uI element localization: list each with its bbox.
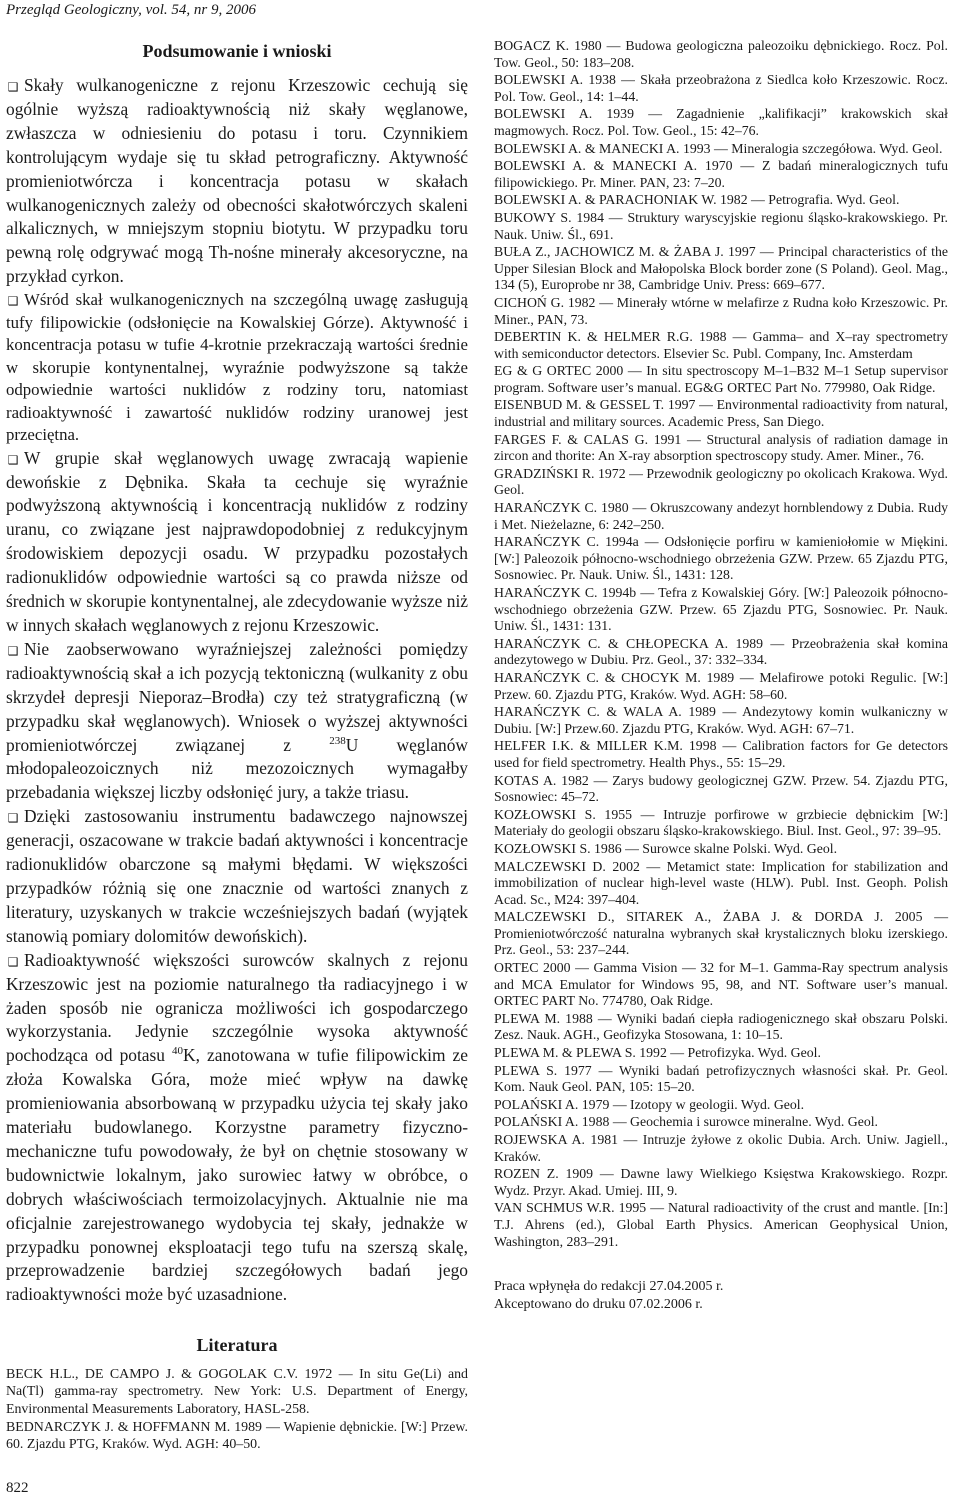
conclusion-paragraph-1: ❑ Skały wulkanogeniczne z rejonu Krzeszowic cechują się ogólnie wyższą radioaktywnością niż skały węglanowe, zwłaszcza w odniesieniu do potasu i toru. Czynnikiem kontrolującym wydaje się tu skład petrograficzny. Aktywność promieniotwórcza i koncentracja potasu w skałach wulkanogenicznych zależy od obecności skałotwórczych skaleni alkalicznych, w mniejszym stopniu biotytu. W przypadku toru pewną rolę odgrywać mogą Th-nośne minerały akcesoryczne, na przykład cyrkon. [6, 75, 468, 287]
references-title: Literatura [196, 1335, 278, 1356]
reference-entry: CICHOŃ G. 1982 — Minerały wtórne w melafirze z Rudna koło Krzeszowic. Pr. Miner., PAN, 73. [494, 294, 948, 327]
reference-entry: ORTEC 2000 — Gamma Vision — 32 for M–1. Gamma-Ray spectrum analysis and MCA Emulator for Windows 95, 98, and NT. Software user’s manual. ORTEC PART No. 774780, Oak Ridge. [494, 960, 948, 1009]
reference-entry: MALCZEWSKI D., SITAREK A., ŻABA J. & DORDA J. 2005 — Promieniotwórczość naturalna wybranych skał krystalicznych bloku izerskiego. Prz. Geol., 53: 237–244. [494, 909, 948, 958]
reference-entry: HARAŃCZYK C. & WALA A. 1989 — Andezytowy komin wulkaniczny w Dubiu. [W:] Przew.60. Zjazdu PTG, Kraków. Wyd. AGH: 67–71. [494, 704, 948, 736]
checkbox-bullet-icon: ❑ [7, 954, 19, 969]
reference-entry: HARAŃCZYK C. 1980 — Okruszcowany andezyt hornblendowy z Dubia. Rudy i Met. Nieżelazne, 6: 242–250. [494, 500, 948, 532]
checkbox-bullet-icon: ❑ [7, 452, 19, 467]
isotope-mass-number: 40 [172, 1045, 184, 1058]
reference-entry: BUŁA Z., JACHOWICZ M. & ŻABA J. 1997 — Principal characteristics of the Upper Silesian Block and Małopolska Block border zone (S Poland). Geol. Mag., 134 (5), Europrobe nr 38, Cambridge Univ. Press: 669–677. [494, 244, 948, 293]
reference-entry: KOZŁOWSKI S. 1986 — Surowce skalne Polski. Wyd. Geol. [494, 840, 838, 856]
isotope-mass-number: 238 [329, 734, 346, 747]
reference-list-right [494, 38, 948, 1250]
right-column [494, 38, 948, 1314]
received-date-line: Akceptowano do druku 07.02.2006 r. [494, 1297, 703, 1313]
conclusion-paragraph-3: ❑ W grupie skał węglanowych uwagę zwracają wapienie dewońskie z Dębnika. Skała ta cechuje się wyraźnie podwyższoną aktywnością i koncentracją nuklidów z rodziny uranu, co związane jest najprawdopodobniej z redukcyjnym środowiskiem depozycji osadu. W przypadku pozostałych radionuklidów odpowiednie wartości są co prawda niższe od średnich w skorupie kontynentalnej, ale zdecydowanie wyższe niż w innych skałach węglanowych z rejonu Krzeszowic. [6, 447, 468, 635]
reference-entry: VAN SCHMUS W.R. 1995 — Natural radioactivity of the crust and mantle. [In:] T.J. Ahrens (ed.), Global Earth Physics. American Geophysical Union, Washington, 283–291. [494, 1200, 948, 1249]
reference-entry: BOLEWSKI A. 1939 — Zagadnienie „kalifikacji” krakowskich skał magmowych. Rocz. Pol. Tow. Geol., 15: 42–76. [494, 106, 948, 138]
reference-entry: KOTAS A. 1982 — Zarys budowy geologicznej GZW. Przew. 54. Zjazdu PTG, Sosnowiec: 45–72. [494, 772, 948, 805]
conclusion-paragraph-5: ❑ Dzięki zastosowaniu instrumentu badawczego najnowszej generacji, oszacowane w trakcie badań aktywności i koncentracje radionuklidów obarczone są małymi błędami. W większości przypadków różnią się one znacznie od wartości znanych z literatury, uzyskanych w trakcie wcześniejszych badań (wyjątek stanowią pomiary dolomitów dewońskich). [6, 806, 468, 946]
reference-entry: HARAŃCZYK C. 1994b — Tefra z Kowalskiej Góry. [W:] Paleozoik północno-wschodniego obrzeżenia GZW. Przew. 65 Zjazdu PTG, Sosnowiec. Pr. Nauk. Uniw. Śl., 1431: 131. [494, 585, 948, 634]
reference-entry: HARAŃCZYK C. & CHOCYK M. 1989 — Melafirowe potoki Regulic. [W:] Przew. 60. Zjazdu PTG, Kraków. Wyd. AGH: 58–60. [494, 669, 948, 702]
section-title: Podsumowanie i wnioski [142, 41, 332, 61]
reference-entry: ROJEWSKA A. 1981 — Intruzje żyłowe z okolic Dubia. Arch. Uniw. Jagiell., Kraków. [494, 1132, 948, 1164]
checkbox-bullet-icon: ❑ [7, 643, 19, 658]
reference-entry: BOLEWSKI A. & PARACHONIAK W. 1982 — Petrografia. Wyd. Geol. [494, 192, 900, 208]
reference-entry: PLEWA M. & PLEWA S. 1992 — Petrofizyka. Wyd. Geol. [494, 1045, 821, 1061]
reference-entry: BUKOWY S. 1984 — Struktury waryscyjskie regionu śląsko-krakowskiego. Pr. Nauk. Uniw. Śl., 691. [494, 209, 948, 242]
page-number: 822 [6, 1480, 29, 1496]
running-head: Przegląd Geologiczny, vol. 54, nr 9, 2006 [6, 2, 256, 18]
reference-entry: GRADZIŃSKI R. 1972 — Przewodnik geologiczny po okolicach Krakowa. Wyd. Geol. [494, 465, 948, 498]
reference-entry: HARAŃCZYK C. 1994a — Odsłonięcie porfiru w kamieniołomie w Miękini. [W:] Paleozoik północno-wschodniego obrzeżenia GZW. Przew. 65 Zjazdu PTG, Sosnowiec. Pr. Nauk. Uniw. Śl., 1431: 128. [494, 534, 948, 583]
conclusion-paragraph-2: ❑ Wśród skał wulkanogenicznych na szczególną uwagę zasługują tufy filipowickie (odsłonięcie na Kowalskiej Górze). Aktywność i koncentracja potasu w tufie 4-krotnie przekraczają wartości średnie w skorupie kontynentalnej, wyraźnie podwyższone są także odpowiednie wartości nuklidów z rodziny toru, natomiast radioaktywność i zawartość nuklidów rodziny uranowej jest przeciętna. [6, 290, 468, 445]
reference-entry: BOLEWSKI A. 1938 — Skała przeobrażona z Siedlca koło Krzeszowic. Rocz. Pol. Tow. Geol., 14: 1–44. [494, 72, 948, 104]
reference-entry: BECK H.L., DE CAMPO J. & GOGOLAK C.V. 1972 — In situ Ge(Li) and Na(Tl) gamma-ray spectrometry. New York: U.S. Department of Energy, Environmental Measurements Laboratory, HASL-258. [6, 1367, 468, 1417]
reference-entry: BOGACZ K. 1980 — Budowa geologiczna paleozoiku dębnickiego. Rocz. Pol. Tow. Geol., 50: 183–208. [494, 38, 948, 70]
reference-entry: PLEWA M. 1988 — Wyniki badań ciepła radiogenicznego skał obszaru Polski. Zesz. Nauk. AGH., Geofizyka Stosowana, 1: 10–15. [494, 1010, 948, 1043]
received-date-line: Praca wpłynęła do redakcji 27.04.2005 r. [494, 1279, 724, 1295]
reference-entry: EG & G ORTEC 2000 — In situ spectroscopy M–1–B32 M–1 Setup supervisor program. Software user’s manual. EG&G ORTEC Part No. 779980, Oak Ridge. [494, 363, 948, 395]
reference-entry: FARGES F. & CALAS G. 1991 — Structural analysis of radiation damage in zircon and thorite: An X-ray absorption spectroscopy study. Amer. Miner., 76. [494, 431, 948, 464]
reference-entry: HELFER I.K. & MILLER K.M. 1998 — Calibration factors for Ge detectors used for field spectrometry. Health Phys., 55: 15–29. [494, 738, 948, 770]
reference-entry: KOZŁOWSKI S. 1955 — Intruzje porfirowe w grzbiecie dębnickim [W:] Materiały do geologii obszaru śląsko-krakowskiego. Biul. Inst. Geol., 97: 39–95. [494, 806, 948, 839]
conclusion-paragraph-6: ❑ Radioaktywność większości surowców skalnych z rejonu Krzeszowic jest na poziomie naturalnego tła radiacyjnego i w żaden sposób nie ogranicza możliwości ich gospodarczego wykorzystania. Jedynie szczególnie wysoka aktywność pochodząca od potasu $^{40}$K, zanotowana w tufie filipowickim ze złoża Kowalska Góra, może mieć wpływ na dawkę promieniowania absorbowaną w przypadku użycia tej skały jako materiału budowlanego. Korzystne parametry fizyczno-mechaniczne tufu powodowały, że był on chętnie stosowany w budownictwie lokalnym, jako surowiec łatwy w obróbce, o dobrych właściwościach termoizolacyjnych. Aktualnie nie ma oficjalnie zarejestrowanego wydobycia tej skały, jednakże w przypadku ponownej eksploatacji tego tufu na szerszą skalę, przeprowadzenie bardziej szczegółowych badań jego radioaktywności może być uzasadnione. [6, 949, 468, 1305]
checkbox-bullet-icon: ❑ [7, 294, 19, 309]
conclusion-paragraph-4: ❑ Nie zaobserwowano wyraźniejszej zależności pomiędzy radioaktywnością skał a ich pozycją tektoniczną (wulkanity z obu skrzydeł depresji Nieporaz–Brodła) czy też stratygraficzną (w przypadku skał węglanowych). Wniosek o wyższej aktywności promieniotwórczej związanej z $^{238}$U węglanów młodopaleozoicznych niż mezozoicznych wymagałby przebadania większej liczby odsłonięć jury, a także triasu. [6, 638, 468, 803]
checkbox-bullet-icon: ❑ [7, 811, 19, 826]
reference-entry: POLAŃSKI A. 1979 — Izotopy w geologii. Wyd. Geol. [494, 1096, 805, 1112]
reference-entry: BOLEWSKI A. & MANECKI A. 1993 — Mineralogia szczegółowa. Wyd. Geol. [494, 140, 943, 156]
reference-list-left [6, 1366, 468, 1453]
reference-entry: BEDNARCZYK J. & HOFFMANN M. 1989 — Wapienie dębnickie. [W:] Przew. 60. Zjazdu PTG, Kraków. Wyd. AGH: 40–50. [6, 1419, 468, 1453]
reference-entry: HARAŃCZYK C. & CHŁOPECKA A. 1989 — Przeobrażenia skał komina andezytowego w Dubiu. Prz. Geol., 37: 332–334. [494, 635, 948, 668]
left-column [6, 38, 468, 1454]
checkbox-bullet-icon: ❑ [7, 80, 19, 94]
received-dates [494, 1278, 948, 1314]
reference-entry: PLEWA S. 1977 — Wyniki badań petrofizycznych własności skał. Pr. Geol. Kom. Nauk Geol. PAN, 105: 15–20. [494, 1062, 948, 1095]
reference-entry: BOLEWSKI A. & MANECKI A. 1970 — Z badań mineralogicznych tufu filipowickiego. Pr. Miner. PAN, 23: 7–20. [494, 158, 948, 190]
reference-entry: POLAŃSKI A. 1988 — Geochemia i surowce mineralne. Wyd. Geol. [494, 1114, 879, 1130]
reference-entry: EISENBUD M. & GESSEL T. 1997 — Environmental radioactivity from natural, industrial and military sources. Academic Press, San Diego. [494, 397, 948, 430]
reference-entry: DEBERTIN K. & HELMER R.G. 1988 — Gamma– and X–ray spectrometry with semiconductor detectors. Elsevier Sc. Publ. Company, Inc. Amsterdam [494, 329, 948, 361]
reference-entry: ROZEN Z. 1909 — Dawne lawy Wielkiego Księstwa Krakowskiego. Rozpr. Wydz. Przyr. Akad. Umiej. III, 9. [494, 1166, 948, 1198]
reference-entry: MALCZEWSKI D. 2002 — Metamict state: Implication for stabilization and immobilization of nuclear high-level waste (HLW). Publ. Inst. Geoph. Polish Acad. Sc., M24: 397–404. [494, 858, 948, 907]
